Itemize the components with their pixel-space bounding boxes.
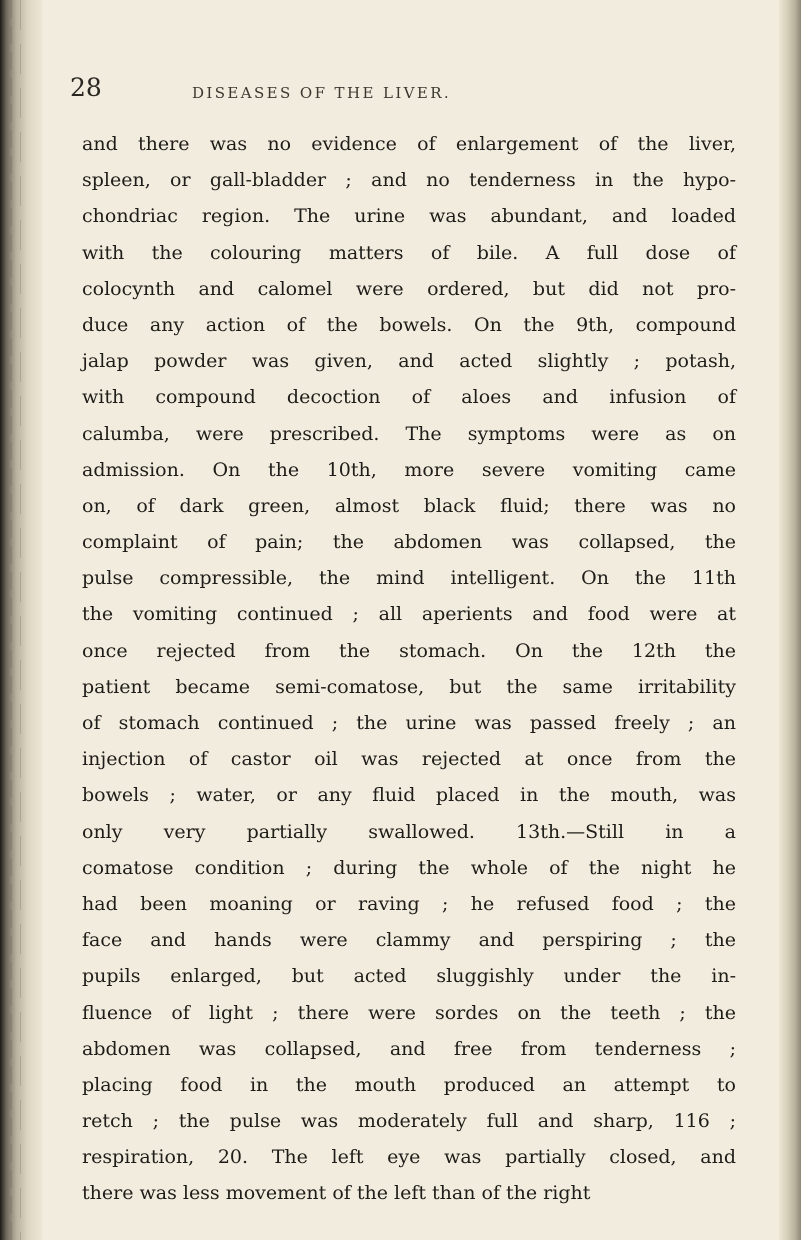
text-line: chondriac region. The urine was abundant, and loaded <box>82 205 736 228</box>
text-line: face and hands were clammy and perspiring ; the <box>82 929 736 952</box>
text-line: spleen, or gall-bladder ; and no tenderness in the hypo- <box>82 169 736 192</box>
body-text <box>82 126 736 1212</box>
text-line: retch ; the pulse was moderately full and sharp, 116 ; <box>82 1110 736 1133</box>
page-header <box>70 74 750 114</box>
page-number: 28 <box>70 73 102 102</box>
text-line: pulse compressible, the mind intelligent. On the 11th <box>82 567 736 590</box>
text-line: fluence of light ; there were sordes on the teeth ; the <box>82 1001 736 1024</box>
text-line: there was less movement of the left than of the right <box>82 1182 591 1205</box>
text-line: once rejected from the stomach. On the 12th the <box>82 639 736 662</box>
text-line: duce any action of the bowels. On the 9th, compound <box>82 313 736 336</box>
text-line: the vomiting continued ; all aperients and food were at <box>82 603 736 626</box>
text-line: abdomen was collapsed, and free from tenderness ; <box>82 1037 736 1060</box>
text-line: comatose condition ; during the whole of the night he <box>82 856 736 879</box>
text-line: of stomach continued ; the urine was passed freely ; an <box>82 712 736 734</box>
text-line: injection of castor oil was rejected at once from the <box>82 748 736 771</box>
text-line: pupils enlarged, but acted sluggishly under the in- <box>82 965 736 988</box>
text-line: on, of dark green, almost black fluid; there was no <box>82 494 736 517</box>
text-line: bowels ; water, or any fluid placed in the mouth, was <box>82 784 736 807</box>
page-binding-edge <box>0 0 42 1240</box>
text-line: patient became semi-comatose, but the same irritability <box>82 675 736 698</box>
text-line: complaint of pain; the abdomen was collapsed, the <box>82 531 736 554</box>
text-line: respiration, 20. The left eye was partially closed, and <box>82 1146 736 1169</box>
text-line: jalap powder was given, and acted slightly ; potash, <box>82 350 736 373</box>
running-head: DISEASES OF THE LIVER. <box>192 84 452 102</box>
text-line: calumba, were prescribed. The symptoms were as on <box>82 422 736 445</box>
text-line: and there was no evidence of enlargement of the liver, <box>82 133 736 155</box>
text-line: placing food in the mouth produced an attempt to <box>82 1073 736 1096</box>
text-line: had been moaning or raving ; he refused food ; the <box>82 892 736 915</box>
text-line: only very partially swallowed. 13th.—Still in a <box>82 820 736 843</box>
text-line: with the colouring matters of bile. A full dose of <box>82 241 736 264</box>
text-line: admission. On the 10th, more severe vomiting came <box>82 458 736 481</box>
text-line: colocynth and calomel were ordered, but did not pro- <box>82 277 736 300</box>
text-line: with compound decoction of aloes and infusion of <box>82 386 736 409</box>
page-outer-edge <box>779 0 801 1240</box>
